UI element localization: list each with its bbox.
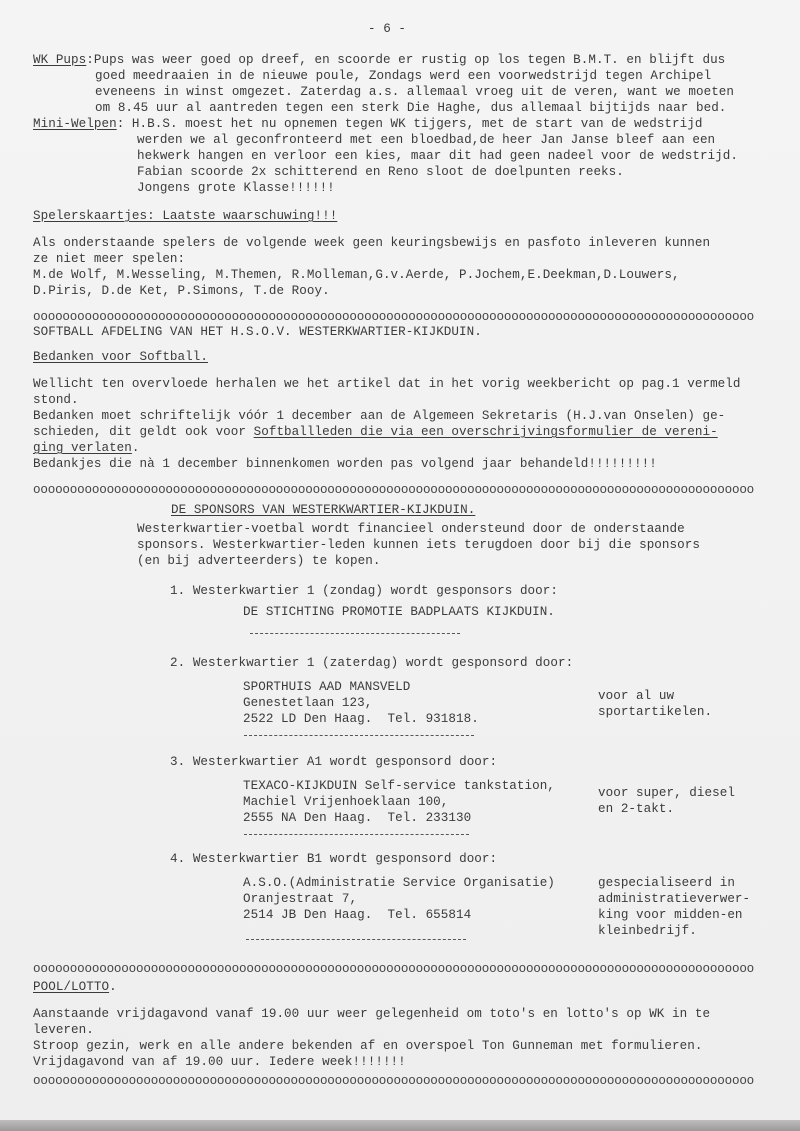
punctuation: . (131, 441, 140, 455)
sponsor-note: sportartikelen. (598, 705, 713, 719)
sponsor-title: 1. Westerkwartier 1 (zondag) wordt gesponsors door: (170, 584, 558, 598)
pool-lotto-heading: POOL/LOTTO (33, 980, 110, 994)
player-list: M.de Wolf, M.Wesseling, M.Themen, R.Molleman,G.v.Aerde, P.Jochem,E.Deekman,D.Louwers, (33, 268, 680, 282)
softball-line: Wellicht ten overvloede herhalen we het artikel dat in het vorig weekbericht op pag.1 vermeld (33, 377, 741, 391)
wk-pups-line: om 8.45 uur al aantreden tegen een sterk Die Haghe, dus allemaal bijtijds naar bed. (95, 101, 727, 115)
pool-lotto-line: Aanstaande vrijdagavond vanaf 19.00 uur weer gelegenheid om toto's en lotto's op WK in te (33, 1007, 711, 1021)
divider (250, 633, 460, 634)
sponsor-note: en 2-takt. (598, 802, 675, 816)
separator: oooooooooooooooooooooooooooooooooooooooooooooooooooooooooooooooooooooooooooooooooooooooooooooooooo (33, 483, 755, 497)
sponsor-note: voor al uw (598, 689, 675, 703)
sponsors-intro: (en bij adverteerders) te kopen. (137, 554, 381, 568)
mini-welpen-line: werden we al geconfronteerd met een bloedbad,de heer Jan Janse bleef aan een (137, 133, 716, 147)
softball-emphasis: Softballleden die via een overschrijvingsformulier de vereni- (253, 425, 718, 439)
sponsors-heading: DE SPONSORS VAN WESTERKWARTIER-KIJKDUIN. (171, 503, 476, 517)
sponsor-name: SPORTHUIS AAD MANSVELD (243, 680, 411, 694)
spelerskaartjes-heading: Spelerskaartjes: Laatste waarschuwing!!! (33, 209, 338, 223)
sponsor-title: 2. Westerkwartier 1 (zaterdag) wordt gesponsord door: (170, 656, 574, 670)
player-list: D.Piris, D.de Ket, P.Simons, T.de Rooy. (33, 284, 330, 298)
softball-line: Bedankjes die nà 1 december binnenkomen worden pas volgend jaar behandeld!!!!!!!!! (33, 457, 657, 471)
page-bottom-edge (0, 1120, 800, 1131)
pool-lotto-line: Vrijdagavond van af 19.00 uur. Iedere week!!!!!!! (33, 1055, 406, 1069)
sponsor-address: 2522 LD Den Haag. Tel. 931818. (243, 712, 479, 726)
mini-welpen-label: Mini-Welpen (33, 117, 117, 131)
mini-welpen-line: : H.B.S. moest het nu opnemen tegen WK tijgers, met de start van de wedstrijd (116, 117, 703, 131)
divider (244, 834, 469, 835)
softball-title: SOFTBALL AFDELING VAN HET H.S.O.V. WESTERKWARTIER-KIJKDUIN. (33, 325, 482, 339)
divider (244, 735, 474, 736)
sponsor-address: 2555 NA Den Haag. Tel. 233130 (243, 811, 472, 825)
sponsors-intro: Westerkwartier-voetbal wordt financieel ondersteund door de onderstaande (137, 522, 685, 536)
sponsor-address: Genestetlaan 123, (243, 696, 373, 710)
softball-line: schieden, dit geldt ook voor (33, 425, 254, 439)
sponsor-title: 3. Westerkwartier A1 wordt gesponsord door: (170, 755, 498, 769)
softball-line: Bedanken moet schriftelijk vóór 1 december aan de Algemeen Sekretaris (H.J.van Onselen) ge- (33, 409, 726, 423)
sponsor-name: TEXACO-KIJKDUIN Self-service tankstation, (243, 779, 555, 793)
sponsors-intro: sponsors. Westerkwartier-leden kunnen iets terugdoen door bij die sponsors (137, 538, 700, 552)
sponsor-name: A.S.O.(Administratie Service Organisatie) (243, 876, 555, 890)
sponsor-note: kleinbedrijf. (598, 924, 697, 938)
separator: oooooooooooooooooooooooooooooooooooooooooooooooooooooooooooooooooooooooooooooooooooooooooooooooooo (33, 310, 755, 324)
sponsor-note: gespecialiseerd in (598, 876, 735, 890)
page-number: - 6 - (368, 22, 407, 36)
mini-welpen-line: Fabian scoorde 2x schitterend en Reno sloot de doelpunten reeks. (137, 165, 624, 179)
divider (246, 939, 466, 940)
wk-pups-line: goed meedraaien in de nieuwe poule, Zondags werd een voorwedstrijd tegen Archipel (95, 69, 712, 83)
spelerskaartjes-line: Als onderstaande spelers de volgende week geen keuringsbewijs en pasfoto inleveren kunnen (33, 236, 711, 250)
wk-pups-line: :Pups was weer goed op dreef, en scoorde er rustig op los tegen B.M.T. en blijft dus (86, 53, 726, 67)
softball-heading: Bedanken voor Softball. (33, 350, 208, 364)
sponsor-note: voor super, diesel (598, 786, 735, 800)
softball-emphasis: ging verlaten (33, 441, 132, 455)
sponsor-address: 2514 JB Den Haag. Tel. 655814 (243, 908, 472, 922)
wk-pups-line: eveneens in winst omgezet. Zaterdag a.s. allemaal vroeg uit de veren, want we moeten (95, 85, 735, 99)
pool-lotto-line: leveren. (33, 1023, 94, 1037)
sponsor-title: 4. Westerkwartier B1 wordt gesponsord door: (170, 852, 498, 866)
mini-welpen-line: hekwerk hangen en verloor een kies, maar dit had geen nadeel voor de wedstrijd. (137, 149, 738, 163)
sponsor-address: Oranjestraat 7, (243, 892, 358, 906)
punctuation: . (109, 980, 117, 994)
sponsor-address: Machiel Vrijenhoeklaan 100, (243, 795, 449, 809)
separator: oooooooooooooooooooooooooooooooooooooooooooooooooooooooooooooooooooooooooooooooooooooooooooooooooo (33, 962, 755, 976)
softball-line: stond. (33, 393, 79, 407)
mini-welpen-line: Jongens grote Klasse!!!!!! (137, 181, 335, 195)
wk-pups-label: WK Pups (33, 53, 87, 67)
spelerskaartjes-line: ze niet meer spelen: (33, 252, 186, 266)
pool-lotto-line: Stroop gezin, werk en alle andere bekenden af en overspoel Ton Gunneman met formulieren. (33, 1039, 703, 1053)
separator: oooooooooooooooooooooooooooooooooooooooooooooooooooooooooooooooooooooooooooooooooooooooooooooooooo (33, 1074, 755, 1088)
sponsor-note: king voor midden-en (598, 908, 743, 922)
sponsor-note: administratieverwer- (598, 892, 751, 906)
sponsor-name: DE STICHTING PROMOTIE BADPLAATS KIJKDUIN. (243, 605, 555, 619)
